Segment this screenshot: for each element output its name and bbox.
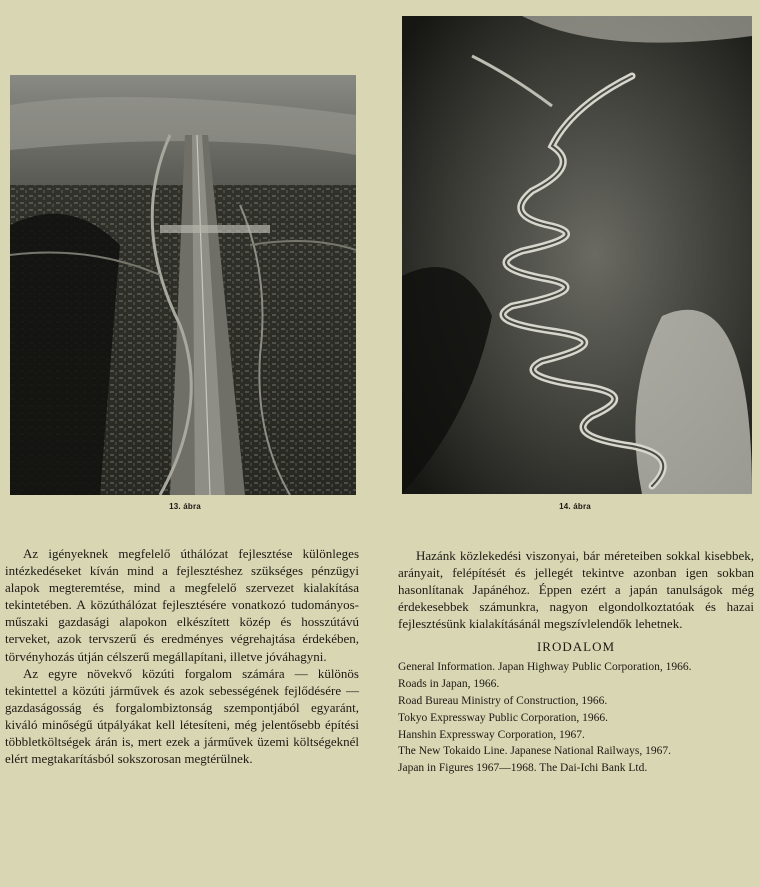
reference-item: General Information. Japan Highway Public Corporation, 1966.: [398, 660, 692, 673]
figure-14-serpentine-road-photo: [402, 16, 752, 494]
references-heading: IRODALOM: [536, 639, 616, 655]
reference-item: Japan in Figures 1967—1968. The Dai-Ichi Bank Ltd.: [398, 762, 648, 775]
expressway-illustration: [10, 75, 356, 495]
paragraph: Hazánk közlekedési viszonyai, bár méreteiben sokkal kisebbek, arányait, felépítését és jellegét tekintve azonban igen sokban hasonlítanak Japánéhoz. Éppen ezért a japán tanulságok még érdekesebbek számunkra, nagyon elgondolkoztatóak és hazai fejlesztésünk kialakításánál megszívlelendők lehetnek.: [398, 548, 754, 632]
figure-14-caption: 14. ábra: [559, 502, 591, 511]
reference-item: Hanshin Expressway Corporation, 1967.: [398, 728, 585, 741]
reference-item: Roads in Japan, 1966.: [398, 677, 500, 690]
paragraph: Az igényeknek megfelelő úthálózat fejlesztése különleges intézkedéseket kíván mind a fejlesztéshez szükséges pénzügyi alapok megteremtése, mind a megfelelő szervezet kialakítása tekintetében. A közúthálózat fejlesztésére vonatkozó tudományos-műszaki gazdasági alapokon elkészített közép és hosszútávú terveket, azok tervszerű és eredményes végrehajtása érdekében, törvényhozás útján célszerű megállapítani, illetve jóváhagyni.: [5, 546, 359, 664]
reference-item: Road Bureau Ministry of Construction, 1966.: [398, 694, 608, 707]
figure-13-caption: 13. ábra: [169, 502, 201, 511]
left-text-column: [5, 545, 359, 767]
reference-list: [398, 660, 754, 777]
figure-13-expressway-photo: [10, 75, 356, 495]
serpentine-road-illustration: [402, 16, 752, 494]
reference-item: Tokyo Expressway Public Corporation, 1966.: [398, 711, 609, 724]
paragraph: Az egyre növekvő közúti forgalom számára — különös tekintettel a közúti járművek és azok sebességének fejlődésére — gazdaságosság és forgalombiztonság szempontjából egyaránt, kiváló minőségű útpályákat kell létesíteni, még jelentősebb építési többletköltségek árán is, mert ezek a járművek üzemi költségeknél elért megtakarításból sokszorosan megtérülnek.: [5, 665, 359, 767]
right-text-column: [398, 547, 754, 778]
reference-item: The New Tokaido Line. Japanese National Railways, 1967.: [398, 745, 671, 758]
